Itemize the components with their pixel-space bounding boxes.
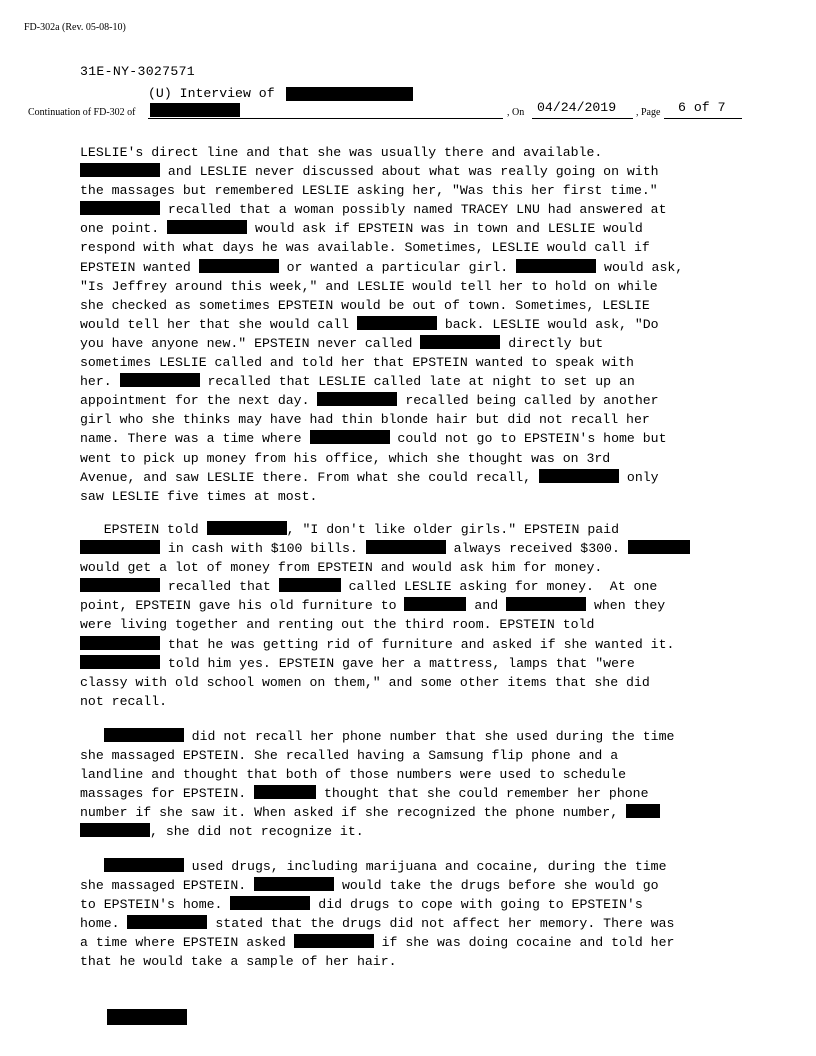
text-line bbox=[80, 857, 740, 876]
redaction-box bbox=[366, 540, 446, 554]
text-segment: to EPSTEIN's home. bbox=[80, 897, 231, 913]
redaction-box bbox=[626, 804, 660, 818]
text-line bbox=[80, 353, 740, 372]
text-segment: recalled being called by another bbox=[397, 393, 659, 409]
text-segment: appointment for the next day. bbox=[80, 393, 318, 409]
text-segment: EPSTEIN told bbox=[80, 522, 207, 537]
text-segment: recalled that a woman possibly named TRACEY LNU had answered at bbox=[160, 202, 667, 218]
text-segment: she massaged EPSTEIN. bbox=[80, 878, 255, 894]
text-segment: would get a lot of money from EPSTEIN and would ask him for money. bbox=[80, 560, 603, 576]
redaction-box bbox=[357, 316, 437, 330]
text-segment: "Is Jeffrey around this week," and LESLIE would tell her to hold on while bbox=[80, 278, 658, 294]
text-segment: one point. bbox=[80, 221, 168, 237]
text-line bbox=[80, 391, 740, 410]
text-line bbox=[80, 577, 740, 596]
redaction-box bbox=[80, 540, 160, 554]
redaction-box bbox=[104, 858, 184, 872]
text-segment: Avenue, and saw LESLIE there. From what she could recall, bbox=[80, 469, 539, 485]
text-segment: and LESLIE never discussed about what was really going on with bbox=[160, 164, 659, 180]
text-line bbox=[80, 162, 740, 181]
redaction-box bbox=[310, 430, 390, 444]
redaction-box bbox=[80, 655, 160, 669]
text-segment: she checked as sometimes EPSTEIN would be out of town. Sometimes, LESLIE bbox=[80, 297, 650, 313]
text-line bbox=[80, 277, 740, 296]
text-line bbox=[80, 410, 740, 429]
redaction-box bbox=[167, 220, 247, 234]
redaction-box bbox=[279, 578, 341, 592]
text-segment: , "I don't like older girls." EPSTEIN paid bbox=[286, 522, 620, 537]
page-label: , Page bbox=[636, 107, 661, 118]
text-line bbox=[80, 181, 740, 200]
text-segment: LESLIE's direct line and that she was usually there and available. bbox=[80, 145, 603, 160]
text-line bbox=[80, 200, 740, 219]
text-line bbox=[80, 539, 740, 558]
text-line bbox=[80, 952, 740, 971]
redaction-box bbox=[80, 201, 160, 215]
text-segment: would tell her that she would call bbox=[80, 316, 357, 332]
redaction-box bbox=[539, 469, 619, 483]
text-line bbox=[80, 143, 740, 162]
text-segment: or wanted a particular girl. bbox=[278, 259, 517, 275]
text-segment: would ask if EPSTEIN was in town and LESLIE would bbox=[247, 221, 643, 237]
redaction-box bbox=[199, 259, 279, 273]
text-line bbox=[80, 238, 740, 257]
text-line bbox=[80, 692, 740, 711]
text-segment: called LESLIE asking for money. At one bbox=[340, 579, 658, 595]
text-segment: point, EPSTEIN gave his old furniture to bbox=[80, 598, 405, 614]
text-segment: thought that she could remember her phone bbox=[316, 786, 649, 802]
paragraph-4 bbox=[80, 857, 740, 972]
text-segment: her. bbox=[80, 374, 120, 390]
text-line bbox=[80, 727, 740, 746]
page-field-line bbox=[664, 118, 742, 119]
text-segment: recalled that LESLIE called late at night to set up an bbox=[199, 374, 635, 390]
text-line bbox=[80, 315, 740, 334]
text-segment: always received $300. bbox=[445, 541, 628, 557]
text-segment: sometimes LESLIE called and told her that EPSTEIN wanted to speak with bbox=[80, 355, 634, 371]
text-line bbox=[80, 803, 740, 822]
text-segment: , she did not recognize it. bbox=[150, 824, 364, 840]
paragraph-1 bbox=[80, 143, 740, 506]
redaction-box bbox=[107, 1009, 187, 1025]
text-line bbox=[80, 765, 740, 784]
redaction-box bbox=[254, 877, 334, 891]
text-segment: she massaged EPSTEIN. She recalled having a Samsung flip phone and a bbox=[80, 748, 619, 764]
redaction-box bbox=[506, 597, 586, 611]
file-number: 31E-NY-3027571 bbox=[80, 64, 195, 79]
redaction-box bbox=[104, 728, 184, 742]
redaction-box bbox=[207, 521, 287, 535]
text-line bbox=[80, 334, 740, 353]
page-number: 6 of 7 bbox=[678, 100, 726, 115]
paragraph-2 bbox=[80, 520, 740, 711]
text-line bbox=[80, 895, 740, 914]
redaction-box bbox=[294, 934, 374, 948]
redaction-box bbox=[317, 392, 397, 406]
date-field-line bbox=[532, 118, 633, 119]
paragraph-3 bbox=[80, 727, 740, 842]
text-segment: went to pick up money from his office, which she thought was on 3rd bbox=[80, 450, 611, 466]
text-segment: home. bbox=[80, 916, 128, 932]
redaction-box bbox=[120, 373, 200, 387]
text-line bbox=[80, 615, 740, 634]
date-label: , On bbox=[507, 107, 525, 118]
redaction-box bbox=[80, 823, 150, 837]
text-segment: not recall. bbox=[80, 693, 168, 709]
redaction-box bbox=[80, 578, 160, 592]
text-segment: stated that the drugs did not affect her memory. There was bbox=[207, 916, 675, 932]
text-segment: directly but bbox=[500, 335, 604, 351]
text-segment: only bbox=[619, 469, 659, 485]
text-segment: could not go to EPSTEIN's home but bbox=[389, 431, 667, 447]
text-segment: in cash with $100 bills. bbox=[160, 541, 366, 557]
text-line bbox=[80, 258, 740, 277]
text-line bbox=[80, 933, 740, 952]
text-line bbox=[80, 673, 740, 692]
redaction-box bbox=[80, 636, 160, 650]
redaction-box bbox=[286, 87, 413, 101]
redaction-box bbox=[150, 103, 240, 117]
redaction-box bbox=[628, 540, 690, 554]
text-segment: classy with old school women on them," and some other items that she did bbox=[80, 674, 650, 690]
text-segment: did drugs to cope with going to EPSTEIN's bbox=[310, 897, 643, 913]
text-segment: did not recall her phone number that she used during the time bbox=[183, 729, 675, 744]
text-line bbox=[80, 449, 740, 468]
text-line bbox=[80, 914, 740, 933]
text-segment: girl who she thinks may have had thin blonde hair but did not recall her bbox=[80, 412, 650, 428]
redaction-box bbox=[404, 597, 466, 611]
redaction-box bbox=[254, 785, 316, 799]
form-id: FD-302a (Rev. 05-08-10) bbox=[24, 22, 126, 33]
text-line bbox=[80, 296, 740, 315]
text-segment: that he would take a sample of her hair. bbox=[80, 954, 397, 970]
text-segment: a time where EPSTEIN asked bbox=[80, 935, 294, 951]
redaction-box bbox=[230, 896, 310, 910]
text-segment: massages for EPSTEIN. bbox=[80, 786, 255, 802]
text-segment: that he was getting rid of furniture and asked if she wanted it. bbox=[160, 636, 675, 652]
text-segment: would ask, bbox=[596, 259, 684, 275]
text-segment: used drugs, including marijuana and cocaine, during the time bbox=[183, 859, 667, 874]
text-line bbox=[80, 822, 740, 841]
text-segment: when they bbox=[586, 598, 666, 614]
text-line bbox=[80, 558, 740, 577]
text-segment: if she was doing cocaine and told her bbox=[373, 935, 675, 951]
text-segment: the massages but remembered LESLIE asking her, "Was this her first time." bbox=[80, 183, 658, 199]
text-line bbox=[80, 520, 740, 539]
text-line bbox=[80, 468, 740, 487]
text-line bbox=[80, 372, 740, 391]
text-segment: back. LESLIE would ask, "Do bbox=[436, 316, 659, 332]
text-segment: and bbox=[466, 598, 507, 614]
text-line bbox=[80, 635, 740, 654]
text-segment: told him yes. EPSTEIN gave her a mattress, lamps that "were bbox=[160, 655, 635, 671]
text-line bbox=[80, 219, 740, 238]
text-line bbox=[80, 784, 740, 803]
text-line bbox=[80, 876, 740, 895]
text-segment: recalled that bbox=[160, 579, 279, 595]
redaction-box bbox=[80, 163, 160, 177]
text-segment: would take the drugs before she would go bbox=[334, 878, 659, 894]
interview-title bbox=[148, 86, 275, 101]
text-segment: respond with what days he was available. Sometimes, LESLIE would call if bbox=[80, 240, 650, 256]
continuation-label: Continuation of FD-302 of bbox=[28, 107, 136, 118]
text-line bbox=[80, 487, 740, 506]
text-line bbox=[80, 429, 740, 448]
text-segment: saw LESLIE five times at most. bbox=[80, 488, 318, 504]
text-line bbox=[80, 596, 740, 615]
text-segment: name. There was a time where bbox=[80, 431, 310, 447]
interview-label: (U) Interview of bbox=[148, 86, 275, 101]
text-segment: number if she saw it. When asked if she recognized the phone number, bbox=[80, 805, 627, 821]
text-segment: EPSTEIN wanted bbox=[80, 259, 199, 275]
text-segment: you have anyone new." EPSTEIN never called bbox=[80, 335, 421, 351]
interview-date: 04/24/2019 bbox=[537, 100, 617, 115]
redaction-box bbox=[516, 259, 596, 273]
redaction-box bbox=[420, 335, 500, 349]
text-segment: landline and thought that both of those numbers were used to schedule bbox=[80, 767, 627, 783]
text-segment: were living together and renting out the third room. EPSTEIN told bbox=[80, 617, 595, 633]
text-segment bbox=[80, 729, 104, 744]
redaction-box bbox=[127, 915, 207, 929]
text-segment bbox=[80, 859, 104, 874]
text-line bbox=[80, 746, 740, 765]
text-line bbox=[80, 654, 740, 673]
subject-field-line bbox=[148, 118, 503, 119]
